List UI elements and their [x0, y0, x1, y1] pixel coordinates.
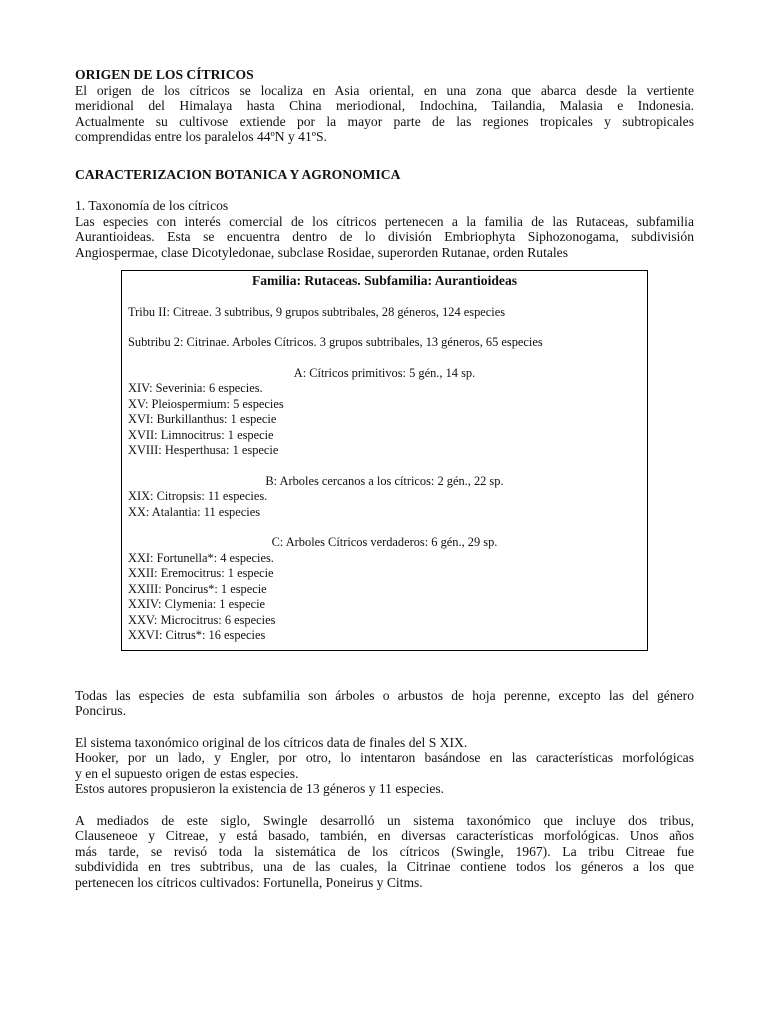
- para3-line-4: subdividida en tres subtribus, una de las cuales, la Citrinae contiene todos los géneros a los que: [75, 859, 694, 874]
- para2-line-4: Estos autores propusieron la existencia de 13 géneros y 11 especies.: [75, 781, 445, 796]
- origen-line-4: comprendidas entre los paralelos 44ºN y 41ºS.: [75, 129, 327, 144]
- group-b-header: B: Arboles cercanos a los cítricos: 2 gén., 22 sp.: [265, 473, 504, 488]
- group-c-item: XXI: Fortunella*: 4 especies.: [128, 550, 274, 565]
- group-a-list: [128, 381, 647, 459]
- taxonomia-line-3: Angiospermae, clase Dicotyledonae, subclase Rosidae, superorden Rutanae, orden Rutales: [75, 244, 568, 260]
- origen-line-1: El origen de los cítricos se localiza en Asia oriental, en una zona que abarca desde la vertiente: [75, 82, 694, 98]
- para1-line-2: Poncirus.: [75, 703, 126, 718]
- group-a-item: XIV: Severinia: 6 especies.: [128, 381, 263, 395]
- group-b-item: XX: Atalantia: 11 especies: [128, 504, 261, 519]
- section-title-origen: ORIGEN DE LOS CÍTRICOS: [75, 67, 254, 82]
- para2-line-1: El sistema taxonómico original de los cítricos data de finales del S XIX.: [75, 734, 468, 750]
- group-c-item: XXV: Microcitrus: 6 especies: [128, 612, 276, 627]
- group-a-item: XVII: Limnocitrus: 1 especie: [128, 427, 274, 442]
- taxonomy-box: [121, 270, 648, 651]
- para3-line-2: Clauseneoe y Citreae, y está basado, también, en diversas características morfológicas. Unos años: [75, 828, 694, 843]
- group-a-item: XVI: Burkillanthus: 1 especie: [128, 412, 277, 426]
- para2-line-2: Hooker, por un lado, y Engler, por otro, lo intentaron basándose en las características morfológicas: [75, 750, 694, 765]
- origen-line-3: Actualmente su cultivose extiende por la mayor parte de las regiones tropicales y subtropicales: [75, 113, 694, 129]
- group-b-item: XIX: Citropsis: 11 especies.: [128, 489, 268, 503]
- tribu-line: Tribu II: Citreae. 3 subtribus, 9 grupos subtribales, 28 géneros, 124 especies: [128, 304, 506, 319]
- taxonomia-line-1: Las especies con interés comercial de los cítricos pertenecen a la familia de las Rutaceas, subfamilia: [75, 213, 694, 229]
- group-c-item: XXIII: Poncirus*: 1 especie: [128, 581, 267, 596]
- group-a-header: A: Cítricos primitivos: 5 gén., 14 sp.: [293, 365, 476, 380]
- para3-line-3: más tarde, se revisó toda la sistemática de los cítricos (Swingle, 1967). La tribu Citreae fue: [75, 843, 694, 859]
- subtribu-line: Subtribu 2: Citrinae. Arboles Cítricos. 3 grupos subtribales, 13 géneros, 65 especies: [128, 335, 543, 349]
- taxonomia-line-2: Aurantioideas. Esta se encuentra dentro de lo división Embriophyta Siphozonogama, subdivisión: [75, 229, 694, 244]
- group-a-item: XVIII: Hesperthusa: 1 especie: [128, 443, 279, 457]
- group-c-list: [128, 551, 647, 644]
- document-content: [75, 67, 694, 890]
- para1-line-1: Todas las especies de esta subfamilia son árboles o arbustos de hoja perenne, excepto las del género: [75, 687, 694, 703]
- group-b-list: [128, 489, 647, 520]
- origen-line-2: meridional del Himalaya hasta China meriodional, Indochina, Tailandia, Malasia e Indonesia.: [75, 98, 694, 113]
- group-c-header: C: Arboles Cítricos verdaderos: 6 gén., 29 sp.: [271, 535, 498, 549]
- para3-line-5: pertenecen los cítricos cultivados: Fortunella, Poneirus y Citms.: [75, 874, 423, 890]
- group-a-item: XV: Pleiospermium: 5 especies: [128, 396, 284, 411]
- group-c-item: XXIV: Clymenia: 1 especie: [128, 597, 266, 611]
- para2-line-3: y en el supuesto origen de estas especies.: [75, 765, 299, 781]
- taxonomia-subtitle: 1. Taxonomía de los cítricos: [75, 198, 229, 213]
- section-title-caracterizacion: CARACTERIZACION BOTANICA Y AGRONOMICA: [75, 166, 401, 182]
- group-c-item: XXVI: Citrus*: 16 especies: [128, 628, 266, 642]
- box-title: Familia: Rutaceas. Subfamilia: Aurantioideas: [251, 273, 518, 288]
- group-c-item: XXII: Eremocitrus: 1 especie: [128, 566, 274, 580]
- para3-line-1: A mediados de este siglo, Swingle desarrolló un sistema taxonómico que incluye dos tribus,: [75, 812, 694, 828]
